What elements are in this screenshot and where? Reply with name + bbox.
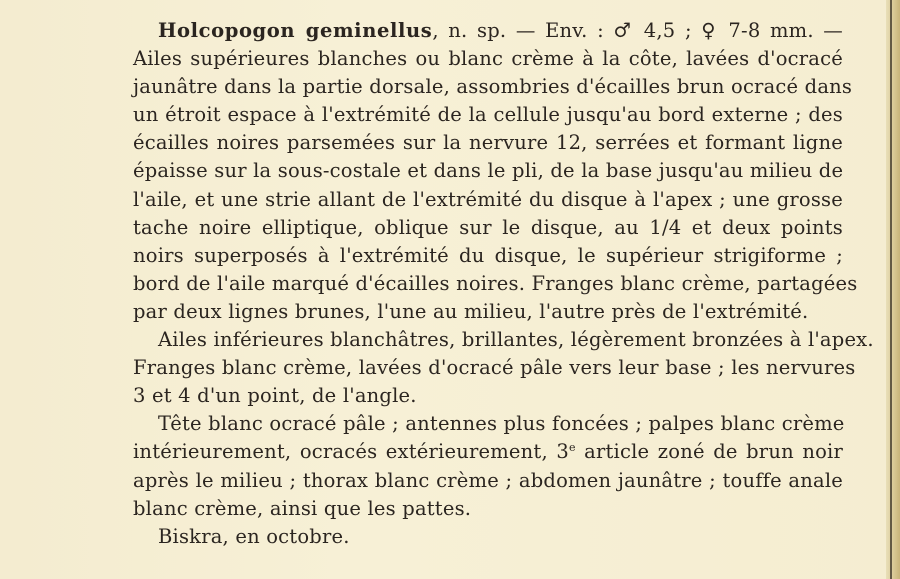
line-text: intérieurement, ocracés extérieurement, 3	[133, 440, 569, 464]
description-line: noirs superposés à l'extrémité du disque, le supérieur strigiforme ;	[133, 243, 843, 267]
description-line: 3 et 4 d'un point, de l'angle.	[133, 384, 417, 408]
description-line: blanc crème, ainsi que les pattes.	[133, 496, 472, 520]
description-line: Ailes inférieures blanchâtres, brillantes, légèrement bronzées à l'apex.	[158, 328, 874, 352]
page-edge	[886, 0, 900, 579]
description-line: après le milieu ; thorax blanc crème ; abdomen jaunâtre ; touffe anale	[133, 468, 843, 492]
species-header-rest: , n. sp. — Env. : ♂ 4,5 ; ♀ 7-8 mm. —	[432, 19, 843, 42]
description-line: écailles noires parsemées sur la nervure 12, serrées et formant ligne	[133, 131, 843, 155]
description-line: un étroit espace à l'extrémité de la cellule jusqu'au bord externe ; des	[133, 103, 843, 127]
locality-line: Biskra, en octobre.	[158, 524, 350, 548]
description-line: bord de l'aile marqué d'écailles noires. Franges blanc crème, partagées	[133, 271, 858, 295]
species-description	[133, 17, 874, 551]
description-line: Tête blanc ocracé pâle ; antennes plus foncées ; palpes blanc crème	[158, 412, 845, 436]
description-line: jaunâtre dans la partie dorsale, assombries d'écailles brun ocracé dans	[133, 75, 853, 99]
ordinal-superscript: e	[568, 441, 576, 455]
description-line: par deux lignes brunes, l'une au milieu, l'autre près de l'extrémité.	[133, 299, 809, 323]
description-line: Ailes supérieures blanches ou blanc crème à la côte, lavées d'ocracé	[133, 47, 843, 71]
description-line	[133, 438, 843, 466]
binding-line	[890, 0, 892, 579]
line-text: article zoné de brun noir	[575, 440, 843, 464]
description-line: tache noire elliptique, oblique sur le disque, au 1/4 et deux points	[133, 215, 843, 239]
description-line: l'aile, et une strie allant de l'extrémité du disque à l'apex ; une grosse	[133, 187, 843, 211]
species-name: Holcopogon geminellus	[158, 19, 433, 42]
description-line: épaisse sur la sous-costale et dans le pli, de la base jusqu'au milieu de	[133, 159, 844, 183]
description-line: Franges blanc crème, lavées d'ocracé pâle vers leur base ; les nervures	[133, 356, 856, 380]
description-line	[133, 17, 843, 45]
